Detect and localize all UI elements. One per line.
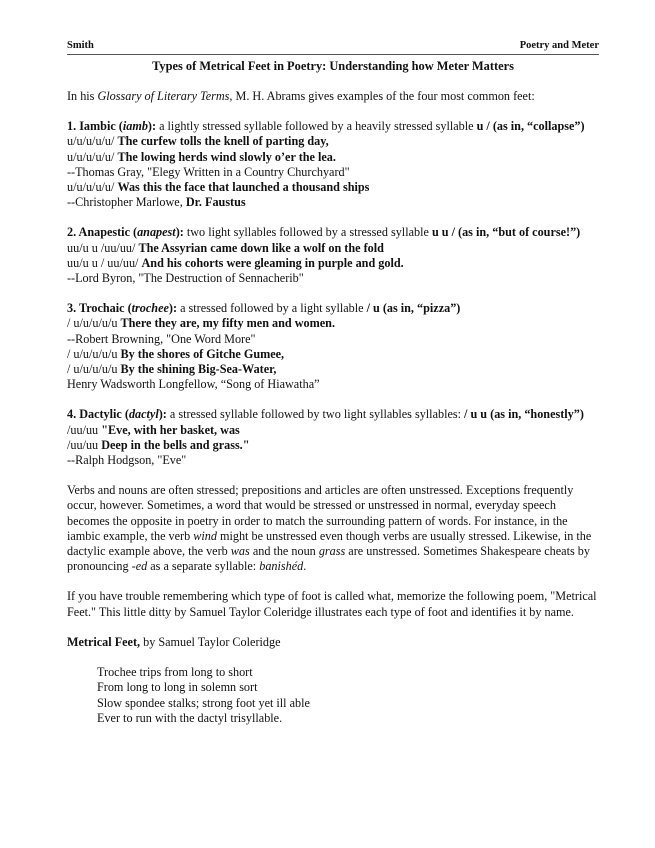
iambic-definition: 1. Iambic (iamb): a lightly stressed syllable followed by a heavily stressed syllable u / (as in, “collapse”) bbox=[67, 119, 585, 134]
document-title: Types of Metrical Feet in Poetry: Understanding how Meter Matters bbox=[152, 59, 514, 73]
poem-byline: by Samuel Taylor Coleridge bbox=[140, 634, 281, 649]
running-header bbox=[67, 40, 599, 55]
poem-line: Slow spondee stalks; strong foot yet ill able bbox=[97, 695, 310, 710]
section-anapestic bbox=[67, 225, 599, 286]
poem-line: Trochee trips from long to short bbox=[97, 665, 253, 680]
section-iambic bbox=[67, 119, 599, 210]
poem-line: From long to long in solemn sort bbox=[97, 680, 258, 695]
memorize-paragraph: If you have trouble remembering which type of foot is called what, memorize the following poem, "Metrical Feet." This little ditty by Samuel Taylor Coleridge illustrates each type of foot and identifies it by name. bbox=[67, 589, 597, 619]
citation: Henry Wadsworth Longfellow, “Song of Hiawatha” bbox=[67, 377, 320, 392]
example-line: / u/u/u/u/u By the shores of Gitche Gumee, bbox=[67, 346, 285, 361]
intro-paragraph: In his Glossary of Literary Terms, M. H. Abrams gives examples of the four most common feet: bbox=[67, 89, 535, 103]
poem-line: Ever to run with the dactyl trisyllable. bbox=[97, 710, 283, 725]
citation: --Lord Byron, "The Destruction of Sennacherib" bbox=[67, 271, 304, 286]
header-course: Poetry and Meter bbox=[519, 40, 599, 51]
example-line: uu/u u /uu/uu/ The Assyrian came down like a wolf on the fold bbox=[67, 240, 384, 255]
example-line: /uu/uu Deep in the bells and grass." bbox=[67, 437, 250, 452]
dactylic-definition: 4. Dactylic (dactyl): a stressed syllable followed by two light syllables syllables: / u u (as in, “honestly”) bbox=[67, 407, 584, 422]
anapestic-definition: 2. Anapestic (anapest): two light syllables followed by a stressed syllable u u / (as in, “but of course!”) bbox=[67, 225, 581, 240]
book-title: Glossary of Literary Terms bbox=[97, 89, 230, 103]
section-dactylic bbox=[67, 407, 599, 468]
section-trochaic bbox=[67, 301, 599, 392]
example-line: / u/u/u/u/u By the shining Big-Sea-Water, bbox=[67, 362, 277, 377]
example-line: uu/u u / uu/uu/ And his cohorts were gleaming in purple and gold. bbox=[67, 255, 404, 270]
example-line: u/u/u/u/u/ The curfew tolls the knell of parting day, bbox=[67, 134, 329, 149]
poem bbox=[67, 665, 599, 726]
example-line: /uu/uu "Eve, with her basket, was bbox=[67, 422, 240, 437]
poem-title: Metrical Feet, bbox=[67, 634, 141, 649]
citation: --Robert Browning, "One Word More" bbox=[67, 331, 256, 346]
document-body bbox=[67, 89, 599, 726]
citation: --Thomas Gray, "Elegy Written in a Country Churchyard" bbox=[67, 164, 350, 179]
trochaic-definition: 3. Trochaic (trochee): a stressed followed by a light syllable / u (as in, “pizza”) bbox=[67, 301, 461, 316]
citation: --Ralph Hodgson, "Eve" bbox=[67, 453, 187, 468]
example-line: u/u/u/u/u/ The lowing herds wind slowly o’er the lea. bbox=[67, 149, 336, 164]
example-line: u/u/u/u/u/ Was this the face that launched a thousand ships bbox=[67, 180, 370, 195]
header-author: Smith bbox=[67, 40, 94, 51]
poem-heading bbox=[67, 635, 599, 650]
stress-paragraph: Verbs and nouns are often stressed; prepositions and articles are often unstressed. Exceptions frequently occur, however. Sometimes, a word that would be stressed or unstressed in normal, everyday speech becomes the opposite in poetry in order to match the surrounding pattern of words. For instance, in the iambic example, the verb wind might be unstressed even though verbs are usually stressed. Likewise, in the dactylic example above, the verb was and the noun grass are unstressed. Sometimes Shakespeare cheats by pronouncing -ed as a separate syllable: banishéd. bbox=[67, 483, 592, 574]
citation: --Christopher Marlowe, Dr. Faustus bbox=[67, 195, 246, 210]
example-line: / u/u/u/u/u There they are, my fifty men and women. bbox=[67, 316, 335, 331]
